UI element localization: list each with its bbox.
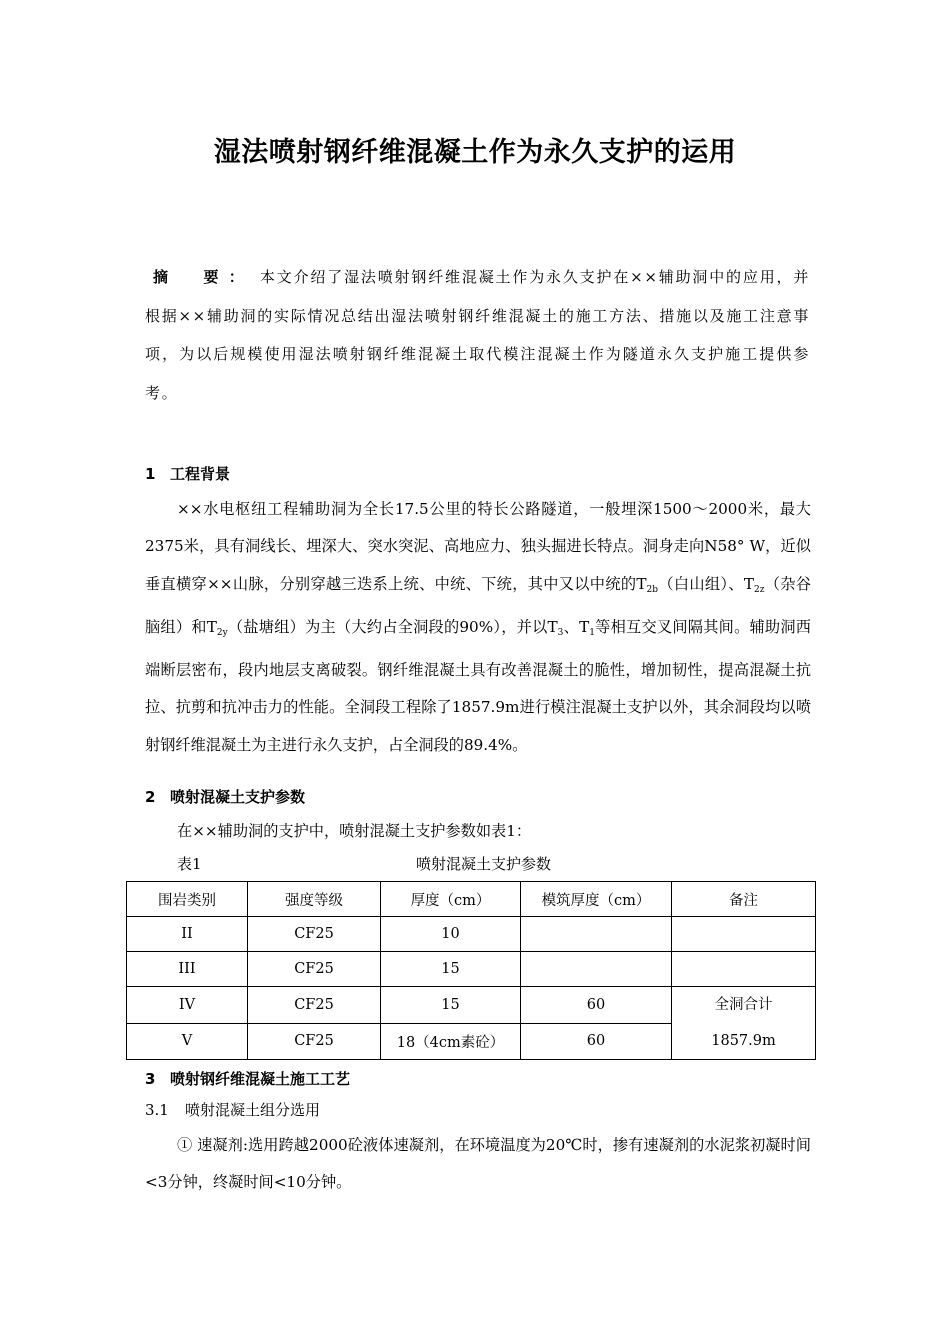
table-cell: 15 <box>381 952 521 987</box>
subscript-2b: 2b <box>646 584 658 595</box>
table-cell: 15 <box>381 987 521 1024</box>
subsection-3-1-number: 3.1 <box>145 1101 169 1119</box>
section-1-heading <box>145 463 230 484</box>
section-2-title: 喷射混凝土支护参数 <box>170 788 306 806</box>
table-header-cell: 模筑厚度（cm） <box>521 882 672 917</box>
subsection-3-1-title: 喷射混凝土组分选用 <box>185 1101 321 1119</box>
table-cell <box>521 917 672 952</box>
abstract-label: 摘 要： <box>153 268 254 286</box>
section-1-text-b: （白山组）、T <box>657 574 754 593</box>
table-row <box>127 917 816 952</box>
table-cell: II <box>127 917 248 952</box>
section-1-title: 工程背景 <box>170 465 231 483</box>
section-1-text-d: （盐塘组）为主（大约占全洞段的90%），并以T <box>227 617 558 636</box>
accelerator-item-paragraph: ① 速凝剂:选用跨越2000砼液体速凝剂，在环境温度为20℃时，掺有速凝剂的水泥浆初凝时间<3分钟，终凝时间<10分钟。 <box>145 1136 811 1191</box>
support-parameters-table <box>126 881 816 1060</box>
table-header-cell: 厚度（cm） <box>381 882 521 917</box>
section-1-number: 1 <box>145 465 156 483</box>
table-cell: 10 <box>381 917 521 952</box>
table-cell: V <box>127 1023 248 1060</box>
table-row <box>127 987 816 1024</box>
document-title: 湿法喷射钢纤维混凝土作为永久支护的运用 <box>213 137 737 168</box>
subscript-3: 3 <box>557 627 564 638</box>
section-1-text-f: 等相互交叉间隔其间。辅助洞西端断层密布，段内地层支离破裂。钢纤维混凝土具有改善混凝土的脆性，增加韧性，提高混凝土抗拉、抗剪和抗冲击力的性能。全洞段工程除了1857.9m进行模注混凝土支护以外，其余洞段均以喷射钢纤维混凝土为主进行永久支护，占全洞段的89.4%。 <box>145 617 811 754</box>
table-row <box>127 952 816 987</box>
table-cell: 60 <box>521 1023 672 1060</box>
table-cell <box>672 917 816 952</box>
subscript-1: 1 <box>589 627 595 638</box>
section-2-number: 2 <box>145 788 156 806</box>
section-2-intro: 在××辅助洞的支护中，喷射混凝土支护参数如表1： <box>177 822 532 840</box>
table-cell: IV <box>127 987 248 1024</box>
abstract-text: 本文介绍了湿法喷射钢纤维混凝土作为永久支护在××辅助洞中的应用，并根据××辅助洞的实际情况总结出湿法喷射钢纤维混凝土的施工方法、措施以及施工注意事项，为以后规模使用湿法喷射钢纤维混凝土取代模注混凝土作为隧道永久支护施工提供参考。 <box>145 268 810 402</box>
section-3-title: 喷射钢纤维混凝土施工工艺 <box>170 1070 351 1088</box>
subscript-2y: 2y <box>216 627 228 638</box>
table-cell: 18（4cm素砼） <box>381 1023 521 1060</box>
table-cell: CF25 <box>248 987 381 1024</box>
table-cell <box>672 952 816 987</box>
section-1-text-c: （杂谷脑组）和T <box>145 574 811 636</box>
table-cell: III <box>127 952 248 987</box>
section-1-text-e: 、T <box>563 617 590 636</box>
table-cell <box>521 952 672 987</box>
table-label: 表1 <box>177 855 202 873</box>
table-cell: CF25 <box>248 917 381 952</box>
subsection-3-1-heading <box>145 1099 320 1120</box>
merged-note-line-2: 1857.9m <box>711 1033 776 1049</box>
table-header-cell: 围岩类别 <box>127 882 248 917</box>
subscript-2z: 2z <box>753 584 765 595</box>
merged-note-line-1: 全洞合计 <box>714 997 773 1013</box>
section-2-heading <box>145 786 305 807</box>
section-3-number: 3 <box>145 1070 156 1088</box>
table-cell: CF25 <box>248 1023 381 1060</box>
section-1-paragraph <box>145 491 811 764</box>
table-cell: CF25 <box>248 952 381 987</box>
table-header-cell: 备注 <box>672 882 816 917</box>
table-header-cell: 强度等级 <box>248 882 381 917</box>
table-header-row <box>127 882 816 917</box>
table-merged-note-cell <box>672 987 816 1060</box>
table-title: 喷射混凝土支护参数 <box>416 855 552 873</box>
abstract-paragraph <box>145 258 810 412</box>
section-1-text-a: ××水电枢纽工程辅助洞为全长17.5公里的特长公路隧道，一般埋深1500～2000米，最大2375米，具有洞线长、埋深大、突水突泥、高地应力、独头掘进长特点。洞身走向N58° W，近似垂直横穿××山脉，分别穿越三迭系上统、中统、下统，其中又以中统的T <box>145 500 811 593</box>
table-cell: 60 <box>521 987 672 1024</box>
section-3-heading <box>145 1068 350 1089</box>
